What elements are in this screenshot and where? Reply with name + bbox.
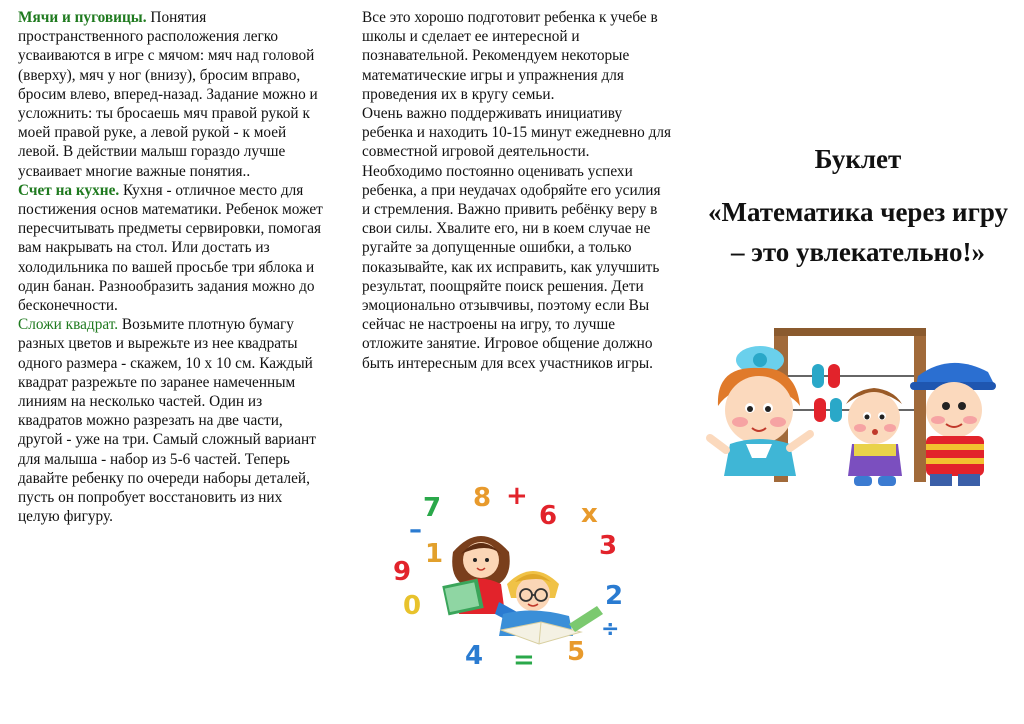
math-symbol: – [409,515,422,545]
middle-column [362,8,672,373]
kids-abacus-illustration [704,326,1004,491]
math-symbol: x [581,499,598,529]
section-text-balls: Понятия пространственного расположения легко усваиваются в игре с мячом: мяч над головой (вверху), мяч у ног (внизу), бросим вправо, бросим влево, вперед-назад. Задание можно и усложнить: ты бросаешь мяч правой рукой к моей правой руке, а левой рукой - к моей левой. В действии малыш гораздо лучше усваивает многие важные понятия.. [18,9,318,180]
math-symbol: 2 [605,581,624,611]
math-symbol: 3 [599,531,618,561]
paragraph-advice: Очень важно поддерживать инициативу ребенка и находить 10-15 минут ежедневно для совместной игровой деятельности. Необходимо постоянно оценивать успехи ребенка, а при неудачах одобряйте его усилия и стремления. Важно привить ребёнку веру в свои силы. Хвалите его, ни в коем случае не ругайте за допущенные ошибки, а только показывайте, как их исправить, как улучшить результат, поощряйте поиск решения. Дети эмоционально отзывчивы, поэтому если Вы сейчас не настроены на игру, то лучше отложите занятие. Игровое общение должно быть интересным для всех участников игры. [362,105,672,372]
math-symbol: 0 [403,591,422,621]
section-fold-square [18,315,324,526]
section-text-square: Возьмите плотную бумагу разных цветов и вырежьте из нее квадраты одного размера - скажем, 10 х 10 см. Каждый квадрат разрежьте по заранее намеченным линиям на несколько частей. Один из квадратов можно разрезать на две части, другой - уже на три. Самый сложный вариант для малыша - набор из 5-6 частей. Теперь давайте ребенку по очереди наборы деталей, пусть он попробует восстановить из них целую фигуру. [18,316,316,526]
section-heading-balls: Мячи и пуговицы. [18,9,147,26]
math-symbol: + [506,481,528,511]
math-symbol: 6 [539,501,558,531]
math-symbol: 7 [423,493,442,523]
section-heading-kitchen: Счет на кухне. [18,181,120,199]
math-symbol: 9 [393,557,412,587]
boy-reading-figure [499,571,603,644]
booklet-subtitle: «Математика через игру – это увлекательно!» [707,197,1009,267]
math-symbol: 1 [425,539,444,569]
left-column [18,8,324,526]
booklet-title: Буклет [814,144,902,174]
math-symbol: 5 [567,637,586,667]
math-symbol: 4 [465,641,484,671]
kids-reading-illustration [383,474,643,674]
section-heading-square: Сложи квадрат. [18,316,119,334]
math-symbol: 8 [473,483,492,513]
section-balls-and-buttons [18,8,324,181]
section-text-kitchen: Кухня - отличное место для постижения основ математики. Ребенок может пересчитывать предметы сервировки, помогая вам накрывать на стол. Или достать из холодильника по вашей просьбе три яблока и один банан. Разнообразить задания можно до бесконечности. [18,181,323,315]
abacus-figure [774,328,926,482]
small-boy-figure [846,388,902,486]
section-kitchen-counting [18,181,324,315]
math-symbol: ÷ [601,617,620,642]
math-symbol: = [513,645,535,674]
cover-panel [704,142,1012,272]
paragraph-preparation: Все это хорошо подготовит ребенка к учебе в школы и сделает ее интересной и познавательной. Рекомендуем некоторые математические игры и упражнения для проведения их в кругу семьи. [362,9,658,103]
